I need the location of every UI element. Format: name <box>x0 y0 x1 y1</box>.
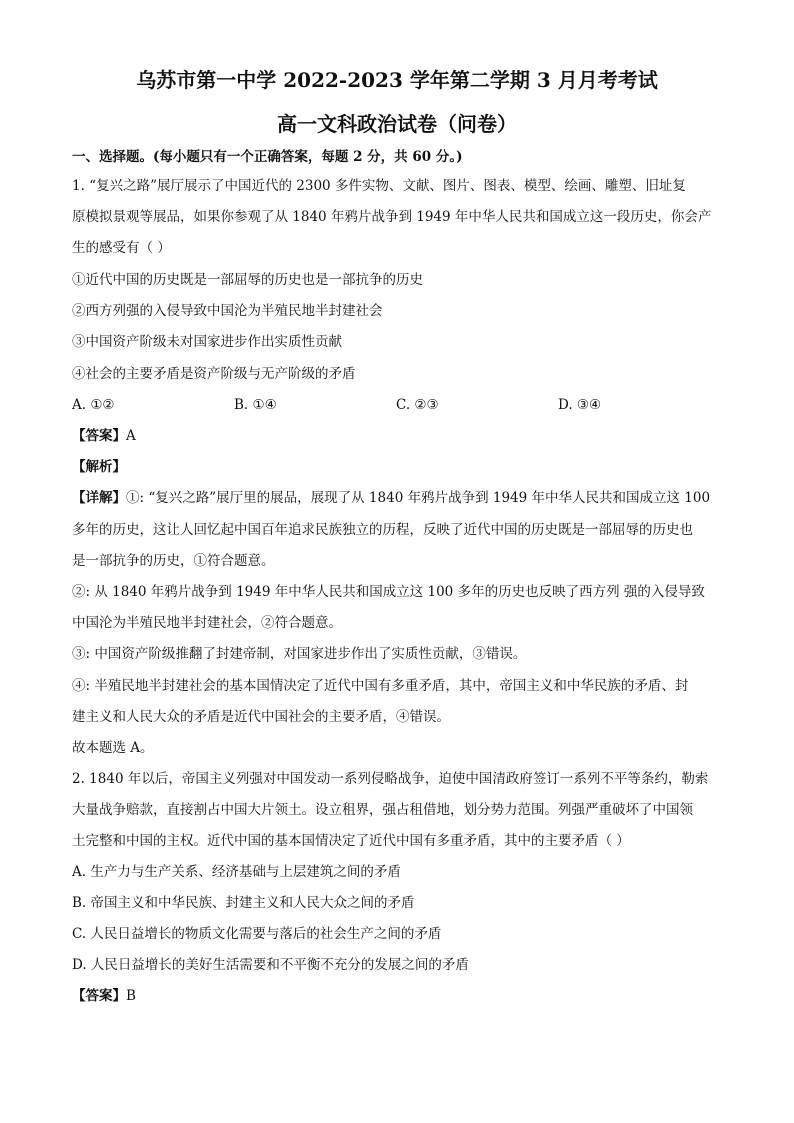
q2-stem-line: 土完整和中国的主权。近代中国的基本国情决定了近代中国有多重矛盾，其中的主要矛盾（ ） <box>72 833 630 849</box>
answer-tag: 【答案】 <box>72 988 126 1004</box>
q1-answer <box>72 426 732 446</box>
answer-value: A <box>126 428 136 444</box>
q2-option-a[interactable]: A. 生产力与生产关系、经济基础与上层建筑之间的矛盾 <box>72 864 401 880</box>
q1-statement: ③中国资产阶级未对国家进步作出实质性贡献 <box>72 334 342 350</box>
q1-statement: ①近代中国的历史既是一部屈辱的历史也是一部抗争的历史 <box>72 272 423 288</box>
q2-stem-line: 2. 1840 年以后，帝国主义列强对中国发动一系列侵略战争，迫使中国清政府签订一系列不平等条约，勒索 <box>72 771 709 787</box>
q1-detail-line: ③: 中国资产阶级推翻了封建帝制，对国家进步作出了实质性贡献，③错误。 <box>72 646 527 662</box>
q2-option-b[interactable]: B. 帝国主义和中华民族、封建主义和人民大众之间的矛盾 <box>72 895 415 911</box>
detail-tag: 【详解】 <box>72 490 126 506</box>
q2-stem-line: 大量战争赔款，直接割占中国大片领土。设立租界，强占租借地，划分势力范围。列强严重破坏了中国领 <box>72 802 693 818</box>
q1-detail-line: 多年的历史，这让人回忆起中国百年追求民族独立的历程，反映了近代中国的历史既是一部屈辱的历史也 <box>72 522 693 538</box>
q1-stem-line: 生的感受有（ ） <box>72 240 171 256</box>
exam-subtitle: 高一文科政治试卷（问卷） <box>277 112 517 136</box>
q1-detail-line: 是一部抗争的历史，①符合题意。 <box>72 553 275 569</box>
section-heading: 一、选择题。(每小题只有一个正确答案，每题 2 分，共 60 分。) <box>72 149 463 165</box>
q1-detail-line: ④: 半殖民地半封建社会的基本国情决定了近代中国有多重矛盾，其中，帝国主义和中华民族的矛盾、封 <box>72 678 689 694</box>
q1-option-a[interactable]: A. ①② <box>72 397 115 413</box>
answer-value: B <box>126 988 136 1004</box>
q2-answer <box>72 986 732 1006</box>
q2-option-d[interactable]: D. 人民日益增长的美好生活需要和不平衡不充分的发展之间的矛盾 <box>72 957 469 973</box>
q1-stem-line: 原模拟景观等展品，如果你参观了从 1840 年鸦片战争到 1949 年中华人民共和国成立这一段历史，你会产 <box>72 209 712 225</box>
q1-option-d[interactable]: D. ③④ <box>558 397 602 413</box>
exam-title: 乌苏市第一中学 2022-2023 学年第二学期 3 月月考考试 <box>136 68 658 92</box>
q1-statement: ②西方列强的入侵导致中国沦为半殖民地半封建社会 <box>72 303 383 319</box>
q1-detail-line: 中国沦为半殖民地半封建社会，②符合题意。 <box>72 615 342 631</box>
q1-detail-line: ②: 从 1840 年鸦片战争到 1949 年中华人民共和国成立这 100 多年的历史也反映了西方列 强的入侵导致 <box>72 584 705 600</box>
q1-option-b[interactable]: B. ①④ <box>234 397 277 413</box>
q1-conclusion: 故本题选 A。 <box>72 740 154 756</box>
detail-text: ①: “复兴之路”展厅里的展品，展现了从 1840 年鸦片战争到 1949 年中华人民共和国成立这 100 <box>126 490 711 506</box>
q1-option-c[interactable]: C. ②③ <box>396 397 439 413</box>
answer-tag: 【答案】 <box>72 428 126 444</box>
q1-stem-line: 1. “复兴之路”展厅展示了中国近代的 2300 多件实物、文献、图片、图表、模型、绘画、雕塑、旧址复 <box>72 178 686 194</box>
q1-detail-line <box>72 488 732 508</box>
q1-analysis-tag: 【解析】 <box>72 459 126 475</box>
q2-option-c[interactable]: C. 人民日益增长的物质文化需要与落后的社会生产之间的矛盾 <box>72 926 442 942</box>
q1-statement: ④社会的主要矛盾是资产阶级与无产阶级的矛盾 <box>72 366 356 382</box>
q1-detail-line: 建主义和人民大众的矛盾是近代中国社会的主要矛盾，④错误。 <box>72 709 450 725</box>
